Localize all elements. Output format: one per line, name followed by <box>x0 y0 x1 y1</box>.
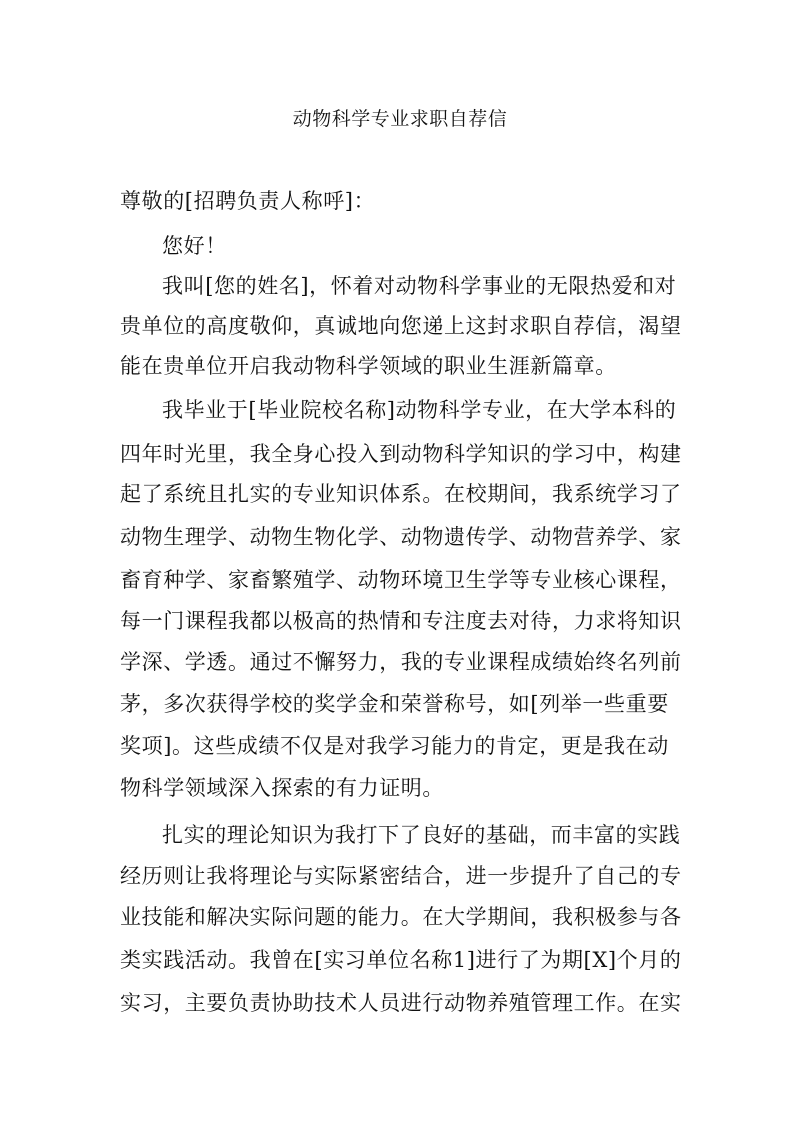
paragraph-2-line: 奖项]。这些成绩不仅是对我学习能力的肯定，更是我在动 <box>120 734 669 758</box>
document-title: 动物科学专业求职自荐信 <box>292 108 508 130</box>
paragraph-2-line: 每一门课程我都以极高的热情和专注度去对待，力求将知识 <box>120 609 682 633</box>
paragraph-2-line: 学深、学透。通过不懈努力，我的专业课程成绩始终名列前 <box>120 650 682 674</box>
paragraph-2-line: 物科学领域深入探索的有力证明。 <box>120 776 444 800</box>
paragraph-2-line: 畜育种学、家畜繁殖学、动物环境卫生学等专业核心课程， <box>120 568 682 592</box>
paragraph-1-line: 贵单位的高度敬仰，真诚地向您递上这封求职自荐信，渴望 <box>120 314 682 338</box>
paragraph-3-line: 类实践活动。我曾在[实习单位名称1]进行了为期[X]个月的 <box>120 948 682 972</box>
paragraph-2-line: 动物生理学、动物生物化学、动物遗传学、动物营养学、家 <box>120 525 682 549</box>
paragraph-3-line: 实习，主要负责协助技术人员进行动物养殖管理工作。在实 <box>120 991 682 1015</box>
paragraph-1-line: 我叫[您的姓名]，怀着对动物科学事业的无限热爱和对 <box>162 274 677 298</box>
paragraph-2-line: 我毕业于[毕业院校名称]动物科学专业，在大学本科的 <box>162 398 677 422</box>
greeting: 您好！ <box>162 234 227 258</box>
paragraph-2-line: 茅，多次获得学校的奖学金和荣誉称号，如[列举一些重要 <box>120 692 669 716</box>
paragraph-3-line: 扎实的理论知识为我打下了良好的基础，而丰富的实践 <box>162 823 681 847</box>
paragraph-3-line: 业技能和解决实际问题的能力。在大学期间，我积极参与各 <box>120 905 682 929</box>
paragraph-2-line: 起了系统且扎实的专业知识体系。在校期间，我系统学习了 <box>120 482 682 506</box>
paragraph-2-line: 四年时光里，我全身心投入到动物科学知识的学习中，构建 <box>120 442 682 466</box>
salutation: 尊敬的[招聘负责人称呼]： <box>120 189 376 213</box>
paragraph-1-line: 能在贵单位开启我动物科学领域的职业生涯新篇章。 <box>120 354 617 378</box>
paragraph-3-line: 经历则让我将理论与实际紧密结合，进一步提升了自己的专 <box>120 864 682 888</box>
